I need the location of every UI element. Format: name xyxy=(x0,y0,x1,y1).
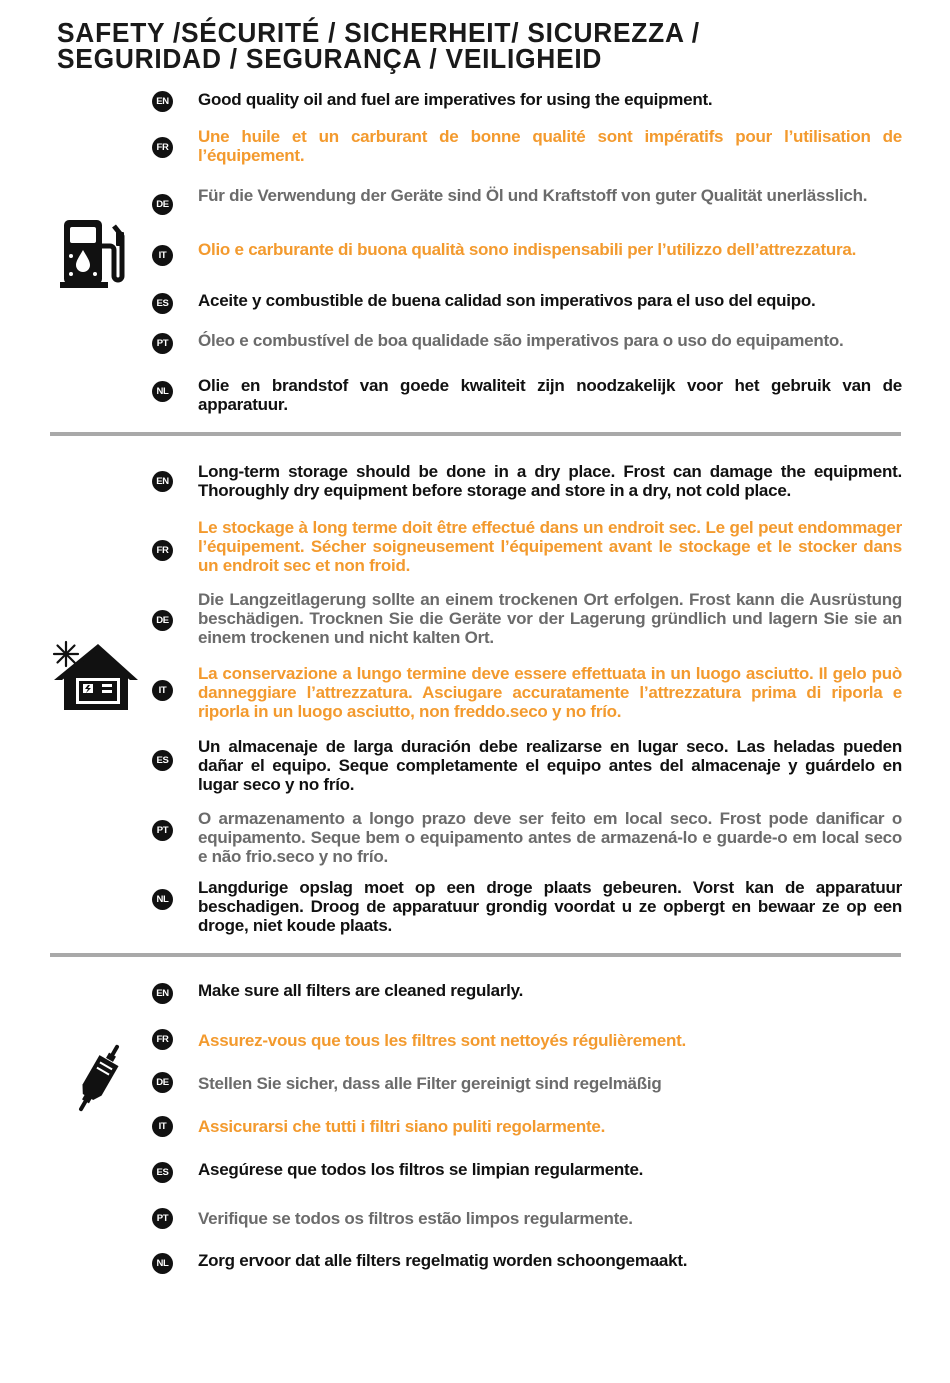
notice-nl xyxy=(150,376,902,416)
storage-text-es: Un almacenaje de larga duración debe realizarse en lugar seco. Las heladas pueden dañar el equipo. Seque completamente el equipo antes del almacenaje y guárdelo en lugar seco y no frío. xyxy=(198,737,902,794)
filter-text-de: Stellen Sie sicher, dass alle Filter gereinigt sind regelmäßig xyxy=(198,1074,662,1093)
notice-text-es: Aceite y combustible de buena calidad son imperativos para el uso del equipo. xyxy=(198,291,816,310)
storage-notice-nl xyxy=(150,878,902,937)
page-title-line-1: SAFETY /SÉCURITÉ / SICHERHEIT/ SICUREZZA / xyxy=(57,17,700,48)
filter-text-pt: Verifique se todos os filtros estão limpos regularmente. xyxy=(198,1209,633,1228)
lang-badge-pt: PT xyxy=(152,1208,173,1229)
lang-badge-en: EN xyxy=(152,471,173,492)
lang-badge-it: IT xyxy=(152,245,173,266)
storage-notice-de xyxy=(150,590,902,649)
storage-notice-fr xyxy=(150,518,902,577)
filter-notice-es xyxy=(150,1160,902,1181)
notice-es xyxy=(150,291,902,312)
section-divider xyxy=(50,953,901,957)
lang-badge-en: EN xyxy=(152,91,173,112)
lang-badge-nl: NL xyxy=(152,1253,173,1274)
storage-text-fr: Le stockage à long terme doit être effectué dans un endroit sec. Le gel peut endommager l’équipement. Sécher soigneusement l’équipement avant le stockage et le stocker dans un endroit sec et non froid. xyxy=(198,518,902,575)
lang-badge-de: DE xyxy=(152,1072,173,1093)
filter-notice-de xyxy=(150,1074,902,1095)
lang-badge-pt: PT xyxy=(152,333,173,354)
filter-text-fr: Assurez-vous que tous les filtres sont nettoyés régulièrement. xyxy=(198,1031,687,1050)
lang-badge-de: DE xyxy=(152,610,173,631)
notice-text-en: Good quality oil and fuel are imperatives for using the equipment. xyxy=(198,90,713,109)
lang-badge-es: ES xyxy=(152,1162,173,1183)
lang-badge-de: DE xyxy=(152,194,173,215)
storage-text-pt: O armazenamento a longo prazo deve ser feito em local seco. Frost pode danificar o equipamento. Seque bem o equipamento antes de armazená-lo e guarde-o em local seco e não frio.seco y no frío. xyxy=(198,809,902,866)
filter-text-it: Assicurarsi che tutti i filtri siano puliti regolarmente. xyxy=(198,1117,606,1136)
lang-badge-nl: NL xyxy=(152,889,173,910)
notice-fr xyxy=(150,127,902,167)
storage-text-en: Long-term storage should be done in a dry place. Frost can damage the equipment. Thoroughly dry equipment before storage and store in a dry, not cold place. xyxy=(198,462,902,500)
section-divider xyxy=(50,432,901,436)
lang-badge-it: IT xyxy=(152,680,173,701)
page-title xyxy=(57,17,700,74)
notice-text-it: Olio e carburante di buona qualità sono indispensabili per l’utilizzo dell’attrezzatura. xyxy=(198,240,857,259)
lang-badge-fr: FR xyxy=(152,540,173,561)
filter-notice-it xyxy=(150,1117,902,1138)
frost-storage-house-icon xyxy=(50,640,138,714)
storage-notice-es xyxy=(150,737,902,796)
notice-en xyxy=(150,90,902,111)
filter-text-es: Asegúrese que todos los filtros se limpian regularmente. xyxy=(198,1160,644,1179)
lang-badge-es: ES xyxy=(152,750,173,771)
storage-text-it: La conservazione a lungo termine deve essere effettuata in un luogo asciutto. Il gelo può danneggiare l’attrezzatura. Asciugare accuratamente l’attrezzatura prima di riporla e riporla in un luogo asciutto, non freddo.seco y no frío. xyxy=(198,664,902,721)
notice-text-de: Für die Verwendung der Geräte sind Öl und Kraftstoff von guter Qualität unerlässlich. xyxy=(198,186,868,205)
lang-badge-pt: PT xyxy=(152,820,173,841)
notice-text-nl: Olie en brandstof van goede kwaliteit zijn noodzakelijk voor het gebruik van de apparatuur. xyxy=(198,376,902,414)
storage-notice-pt xyxy=(150,809,902,868)
notice-de xyxy=(150,186,902,210)
lang-badge-en: EN xyxy=(152,983,173,1004)
notice-text-pt: Óleo e combustível de boa qualidade são imperativos para o uso do equipamento. xyxy=(198,331,844,350)
storage-text-de: Die Langzeitlagerung sollte an einem trockenen Ort erfolgen. Frost kann die Ausrüstung beschädigen. Trocknen Sie die Geräte vor der Lagerung gründlich und lagern Sie sie an einem trockenen und nicht kalten Ort. xyxy=(198,590,902,647)
storage-text-nl: Langdurige opslag moet op een droge plaats gebeuren. Vorst kan de apparatuur beschadigen. Droog de apparatuur grondig voordat u ze opbergt en bewaar ze op een droge, niet koude plaats. xyxy=(198,878,902,935)
filter-notice-en xyxy=(150,981,902,1002)
lang-badge-nl: NL xyxy=(152,381,173,402)
page-title-line-2: SEGURIDAD / SEGURANÇA / VEILIGHEID xyxy=(57,43,603,74)
filter-notice-pt xyxy=(150,1209,902,1230)
filter-notice-fr xyxy=(150,1031,902,1052)
notice-text-fr: Une huile et un carburant de bonne qualité sont impératifs pour l’utilisation de l’équipement. xyxy=(198,127,902,165)
lang-badge-fr: FR xyxy=(152,137,173,158)
filter-text-nl: Zorg ervoor dat alle filters regelmatig worden schoongemaakt. xyxy=(198,1251,688,1270)
filter-notice-nl xyxy=(150,1251,902,1272)
storage-notice-en xyxy=(150,462,902,502)
lang-badge-es: ES xyxy=(152,293,173,314)
notice-it xyxy=(150,240,902,261)
filter-text-en: Make sure all filters are cleaned regularly. xyxy=(198,981,524,1000)
fuel-pump-icon xyxy=(58,214,130,288)
fuel-filter-icon xyxy=(68,1042,130,1114)
lang-badge-it: IT xyxy=(152,1116,173,1137)
storage-notice-it xyxy=(150,664,902,723)
notice-pt xyxy=(150,331,902,352)
lang-badge-fr: FR xyxy=(152,1029,173,1050)
